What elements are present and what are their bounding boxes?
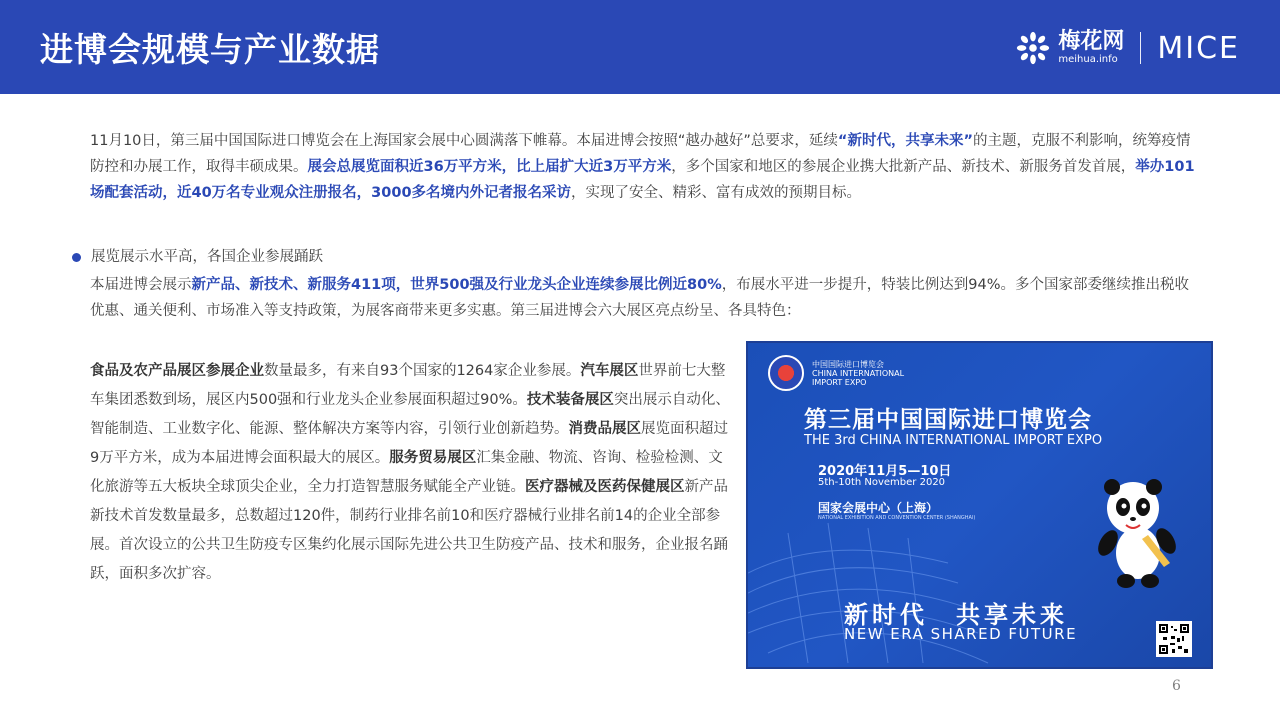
zone-consumer-label: 消费品展区	[568, 421, 641, 437]
bullet-heading	[72, 244, 323, 270]
exhibit-text-1: 本届进博会展示	[90, 277, 192, 293]
header-bar	[0, 0, 1280, 94]
poster-logo-text	[812, 360, 904, 387]
bullet-dot-icon	[72, 253, 81, 262]
brand-divider	[1140, 32, 1141, 64]
zone-service-text: 汇集金融、物流、咨询、检验检测、文化旅游等五大板块全球顶尖企业，全力打造智慧服务赋能全产业链。	[90, 450, 723, 495]
zone-medical-label: 医疗器械及医药保健展区	[525, 479, 685, 495]
poster-venue-en: NATIONAL EXHIBITION AND CONVENTION CENTER (SHANGHAI)	[818, 515, 976, 521]
brand-url: meihua.info	[1058, 54, 1118, 65]
poster-logo-cn: 中国国际进口博览会	[812, 359, 884, 369]
poster-date: 2020年11月5—10日	[818, 464, 952, 479]
intro-paragraph	[90, 128, 1200, 206]
intro-highlight-3: 举办101场配套活动，近40万名专业观众注册报名，3000多名境内外记者报名采访	[90, 159, 1195, 201]
intro-text-1: 11月10日，第三届中国国际进口博览会在上海国家会展中心圆满落下帷幕。本届进博会按照“越办越好”总要求，延续	[90, 133, 838, 149]
meihua-logo-icon	[1014, 29, 1052, 67]
intro-highlight-2: 展会总展览面积近36万平方米，比上届扩大近3万平方米	[307, 159, 672, 175]
poster-slogan-en: NEW ERA SHARED FUTURE	[844, 625, 1078, 643]
brand-text	[1058, 30, 1124, 66]
zone-service-label: 服务贸易展区	[389, 450, 477, 466]
exhibit-text-2: ，布展水平进一步提升，特装比例达到94%。多个国家部委继续推出税收优惠、通关便利、市场准入等支持政策，为展客商带来更多实惠。第三届进博会六大展区亮点纷呈、各具特色：	[90, 277, 1189, 319]
exhibit-highlight-1: 新产品、新技术、新服务411项，世界500强及行业龙头企业连续参展比例近80%	[191, 277, 722, 293]
zone-auto-label: 汽车展区	[580, 363, 639, 379]
poster-logo	[768, 355, 904, 391]
qr-code-icon	[1156, 621, 1192, 657]
poster-venue: 国家会展中心（上海）	[818, 501, 939, 515]
page-title: 进博会规模与产业数据	[40, 30, 380, 69]
zone-auto-text: 世界前七大整车集团悉数到场，展区内500强和行业龙头企业参展面积超过90%。	[90, 363, 726, 408]
ciie-emblem-icon	[768, 355, 804, 391]
zones-paragraph	[90, 357, 730, 589]
ciie-poster-image	[746, 341, 1213, 669]
poster-logo-en2: IMPORT EXPO	[812, 377, 867, 387]
poster-title-en: THE 3rd CHINA INTERNATIONAL IMPORT EXPO	[804, 433, 1103, 448]
brand-mice: MICE	[1157, 30, 1240, 66]
poster-logo-en1: CHINA INTERNATIONAL	[812, 368, 905, 378]
zone-tech-label: 技术装备展区	[526, 392, 614, 408]
zone-tech-text: 突出展示自动化、智能制造、工业数字化、能源、整体解决方案等内容，引领行业创新趋势。	[90, 392, 730, 437]
brand-block	[1014, 26, 1240, 70]
zone-food-label: 食品及农产品展区参展企业	[90, 363, 264, 379]
zone-medical-text: 新产品新技术首发数量最多，总数超过120件，制药行业排名前10和医疗器械行业排名前14的企业全部参展。首次设立的公共卫生防疫专区集约化展示国际先进公共卫生防疫产品、技术和服务，企业报名踊跃，面积多次扩容。	[90, 479, 728, 582]
brand-name: 梅花网	[1058, 29, 1125, 54]
poster-slogan: 新时代 共享未来	[844, 601, 1068, 629]
intro-highlight-1: “新时代，共享未来”	[837, 133, 973, 149]
poster-date-en: 5th-10th November 2020	[818, 477, 946, 488]
panda-mascot-icon	[1078, 473, 1188, 593]
page-number: 6	[1172, 678, 1181, 694]
poster-title: 第三届中国国际进口博览会	[804, 407, 1092, 433]
exhibit-paragraph	[90, 272, 1200, 324]
bullet-label: 展览展示水平高，各国企业参展踊跃	[91, 249, 323, 265]
zone-food-text: 数量最多，有来自93个国家的1264家企业参展。	[264, 363, 581, 379]
intro-text-3: ，多个国家和地区的参展企业携大批新产品、新技术、新服务首发首展，	[671, 159, 1136, 175]
zone-consumer-text: 展览面积超过9万平方米，成为本届进博会面积最大的展区。	[90, 421, 728, 466]
intro-text-4: ，实现了安全、精彩、富有成效的预期目标。	[571, 185, 862, 201]
intro-text-2: 的主题，克服不利影响，统筹疫情防控和办展工作，取得丰硕成果。	[90, 133, 1191, 175]
